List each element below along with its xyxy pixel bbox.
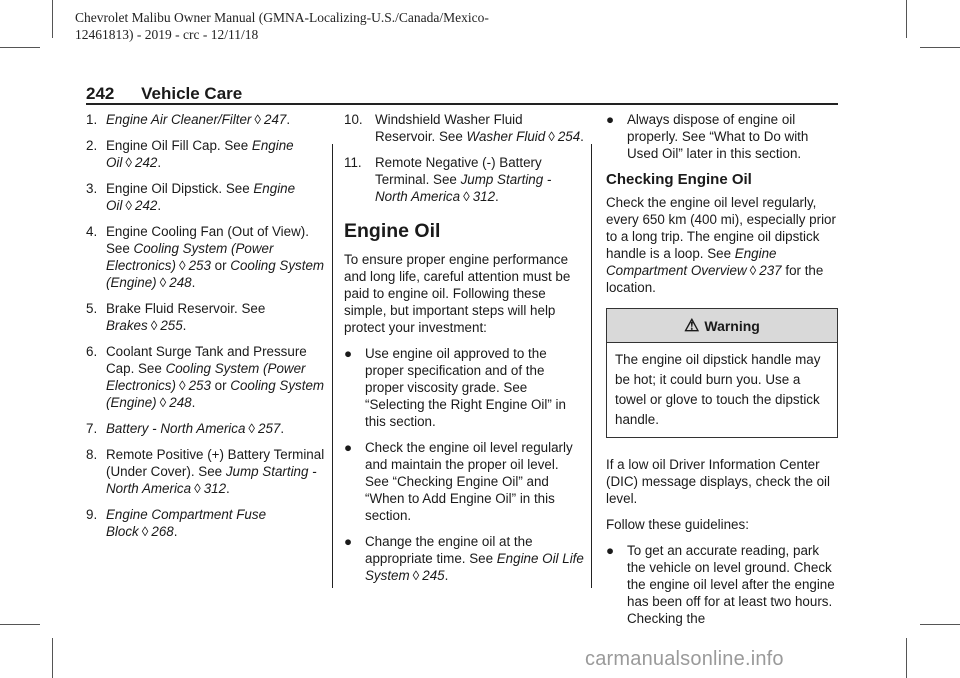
text-run: for the location. xyxy=(606,263,824,295)
list-item xyxy=(86,223,326,291)
crop-mark xyxy=(52,638,53,678)
page-ref-icon: ◊ xyxy=(159,395,167,410)
page-ref-icon: ◊ xyxy=(412,568,420,583)
item-number: 1. xyxy=(86,112,98,127)
page-ref-icon: ◊ xyxy=(150,318,158,333)
text-run: . xyxy=(580,129,584,144)
cross-reference: 245 xyxy=(422,568,445,583)
page-ref-icon: ◊ xyxy=(248,421,256,436)
item-number: 11. xyxy=(344,155,362,170)
text-run: . xyxy=(226,481,230,496)
list-item xyxy=(86,111,326,128)
list-item xyxy=(344,111,586,145)
page-ref-icon: ◊ xyxy=(749,263,757,278)
bullet-dispose-oil xyxy=(606,111,838,162)
text-run: . xyxy=(191,275,196,290)
text-run: . xyxy=(157,198,162,213)
item-number: 9. xyxy=(86,507,98,522)
cross-reference: 257 xyxy=(258,421,281,436)
meta-line-2: 12461813) - 2019 - crc - 12/11/18 xyxy=(75,27,259,42)
list-item xyxy=(86,343,326,411)
bullet-icon: ● xyxy=(344,346,353,361)
page-ref-icon: ◊ xyxy=(463,189,470,204)
dic-paragraph: If a low oil Driver Information Center (DIC) message displays, check the oil level. xyxy=(606,457,831,506)
page-header xyxy=(86,84,242,104)
crop-mark xyxy=(0,47,40,48)
text-run: Brake Fluid Reservoir. See xyxy=(106,301,266,316)
text-run: Use engine oil approved to the proper specification and of the proper viscosity grade. See “Selecting the Right Engine Oil” in this section. xyxy=(365,346,566,429)
cross-reference: Engine Compartment Overview xyxy=(606,246,777,278)
cross-reference: Battery - North America xyxy=(106,421,246,436)
item-number: 6. xyxy=(86,344,98,359)
text-run: . xyxy=(191,395,196,410)
text-run: Remote Positive (+) Battery Terminal (Under Cover). See xyxy=(106,447,325,479)
cross-reference: 248 xyxy=(169,395,192,410)
bullet-icon: ● xyxy=(606,543,615,558)
bullet-icon: ● xyxy=(606,112,615,127)
watermark: carmanualsonline.info xyxy=(585,648,784,670)
crop-mark xyxy=(920,624,960,625)
item-number: 3. xyxy=(86,181,98,196)
crop-mark xyxy=(906,638,907,678)
item-number: 8. xyxy=(86,447,98,462)
crop-mark xyxy=(52,0,53,38)
document-meta xyxy=(75,9,715,43)
text-run: . xyxy=(495,189,499,204)
text-run: Engine Oil Fill Cap. See xyxy=(106,138,252,153)
bullet-item xyxy=(606,542,838,627)
list-item xyxy=(344,154,586,205)
text-run: Engine Oil Dipstick. See xyxy=(106,181,254,196)
column-1 xyxy=(86,111,326,549)
cross-reference: 268 xyxy=(151,524,174,539)
cross-reference: Engine Compartment Fuse Block xyxy=(106,507,267,539)
subheading-checking-engine-oil: Checking Engine Oil xyxy=(606,171,752,188)
cross-reference: Engine Oil xyxy=(106,181,296,213)
text-run: . xyxy=(182,318,187,333)
cross-reference: 255 xyxy=(160,318,183,333)
follow-guidelines: Follow these guidelines: xyxy=(606,517,749,532)
cross-reference: Cooling System (Power Electronics) xyxy=(106,241,274,273)
warning-title: Warning xyxy=(704,318,760,334)
text-run: . xyxy=(286,112,291,127)
page-ref-icon: ◊ xyxy=(125,155,132,170)
column-divider xyxy=(332,144,333,588)
page-ref-icon: ◊ xyxy=(141,524,149,539)
bullet-item xyxy=(344,439,586,524)
cross-reference: 248 xyxy=(169,275,192,290)
item-number: 2. xyxy=(86,138,98,153)
bullet-icon: ● xyxy=(344,440,353,455)
checking-oil-paragraph xyxy=(606,194,838,296)
list-item xyxy=(86,420,326,437)
cross-reference: Cooling System (Engine) xyxy=(106,258,325,290)
item-number: 10. xyxy=(344,112,363,127)
cross-reference: Engine Oil Life System xyxy=(365,551,584,583)
list-item xyxy=(86,180,326,214)
meta-line-1: Chevrolet Malibu Owner Manual (GMNA-Localizing-U.S./Canada/Mexico- xyxy=(75,10,489,25)
warning-header xyxy=(607,309,837,343)
page-ref-icon: ◊ xyxy=(159,275,167,290)
item-number: 4. xyxy=(86,224,98,239)
section-heading-engine-oil: Engine Oil xyxy=(344,220,441,242)
guideline-bullets xyxy=(606,542,838,627)
column-divider xyxy=(591,144,592,588)
cross-reference: 312 xyxy=(472,189,496,204)
crop-mark xyxy=(0,624,40,625)
text-run: . xyxy=(280,421,285,436)
cross-reference: 247 xyxy=(264,112,287,127)
bullet-item xyxy=(344,533,586,584)
cross-reference: Cooling System (Engine) xyxy=(106,378,325,410)
cross-reference: 253 xyxy=(188,258,211,273)
cross-reference: 242 xyxy=(135,155,158,170)
page-ref-icon: ◊ xyxy=(178,258,186,273)
text-run: Windshield Washer Fluid Reservoir. See xyxy=(375,112,523,144)
text-run: Always dispose of engine oil properly. See “What to Do with Used Oil” later in this section. xyxy=(627,112,809,161)
page-number: 242 xyxy=(86,84,115,103)
cross-reference: Engine Air Cleaner/Filter xyxy=(106,112,252,127)
section-title: Vehicle Care xyxy=(141,84,243,103)
column-3 xyxy=(606,111,838,636)
text-run: Remote Negative (-) Battery Terminal. See xyxy=(375,155,542,187)
text-run: Check the engine oil level regularly and maintain the proper oil level. See “Checking Engine Oil” and “When to Add Engine Oil” in this section. xyxy=(365,440,573,523)
list-item xyxy=(86,506,326,540)
item-number: 5. xyxy=(86,301,98,316)
page-ref-icon: ◊ xyxy=(254,112,261,127)
text-run: To get an accurate reading, park the vehicle on level ground. Check the engine oil level after the engine has been off for at least two hours. Checking the xyxy=(627,543,835,626)
crop-mark xyxy=(906,0,907,38)
page-ref-icon: ◊ xyxy=(548,129,555,144)
bullet-icon: ● xyxy=(344,534,353,549)
cross-reference: 253 xyxy=(188,378,211,393)
column-2 xyxy=(344,111,586,593)
bullet-item xyxy=(344,345,586,430)
list-item xyxy=(86,300,326,334)
text-run: Engine Cooling Fan (Out of View). See xyxy=(106,224,309,256)
cross-reference: Washer Fluid xyxy=(466,129,546,144)
crop-mark xyxy=(920,47,960,48)
engine-oil-bullets xyxy=(344,345,586,584)
item-number: 7. xyxy=(86,421,98,436)
cross-reference: Jump Starting - North America xyxy=(375,172,552,204)
list-item xyxy=(86,137,326,171)
text-run: . xyxy=(157,155,162,170)
page-ref-icon: ◊ xyxy=(178,378,186,393)
text-run: Coolant Surge Tank and Pressure Cap. See xyxy=(106,344,307,376)
text-run: or xyxy=(210,378,231,393)
cross-reference: Engine Oil xyxy=(106,138,294,170)
cross-reference: 312 xyxy=(203,481,227,496)
text-run: or xyxy=(210,258,231,273)
engine-oil-intro: To ensure proper engine performance and long life, careful attention must be paid to engine oil. Following these simple, but important steps will help protect your investment: xyxy=(344,252,571,335)
text-run: . xyxy=(173,524,178,539)
warning-body: The engine oil dipstick handle may be hot; it could burn you. Use a towel or glove to touch the dipstick handle. xyxy=(615,352,821,427)
cross-reference: Brakes xyxy=(106,318,148,333)
text-run: . xyxy=(444,568,449,583)
text-run: Change the engine oil at the appropriate time. See xyxy=(365,534,533,566)
warning-box xyxy=(606,308,838,438)
bullet-item xyxy=(606,111,838,162)
warning-icon: ⚠ xyxy=(684,316,700,335)
cross-reference: 237 xyxy=(759,263,782,278)
cross-reference: 254 xyxy=(557,129,581,144)
page-ref-icon: ◊ xyxy=(194,481,201,496)
page-ref-icon: ◊ xyxy=(125,198,132,213)
header-rule xyxy=(86,103,838,105)
cross-reference: Jump Starting - North America xyxy=(106,464,317,496)
list-item xyxy=(86,446,326,497)
cross-reference: Cooling System (Power Electronics) xyxy=(106,361,306,393)
cross-reference: 242 xyxy=(135,198,158,213)
numbered-list-continued xyxy=(344,111,586,205)
text-run: Check the engine oil level regularly, every 650 km (400 mi), especially prior to a long trip. The engine oil dipstick handle is a loop. See xyxy=(606,195,836,261)
